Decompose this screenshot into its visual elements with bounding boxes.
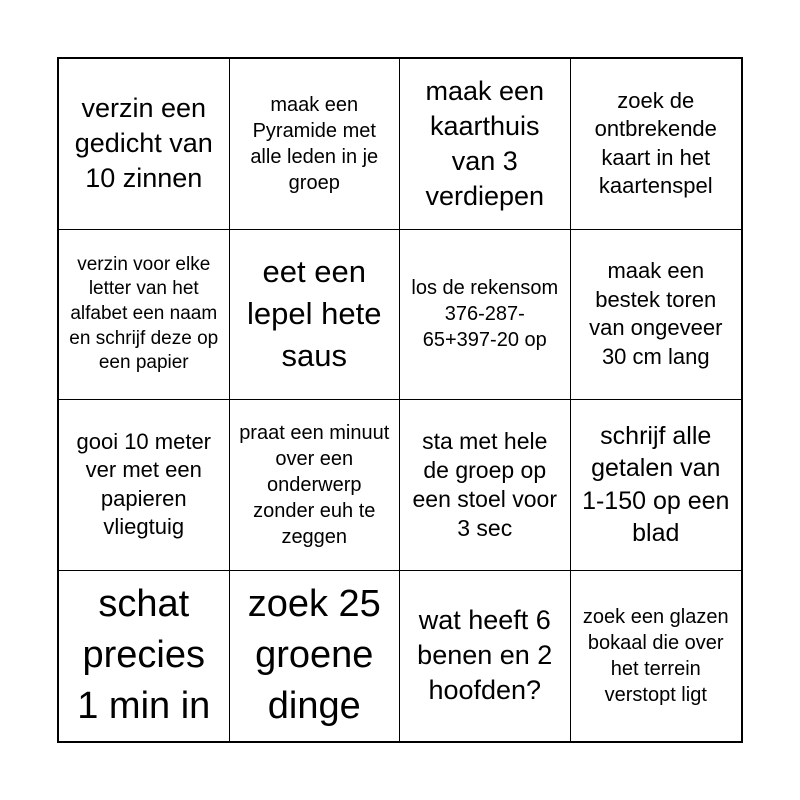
bingo-cell-text: zoek 25 groene dinge: [247, 582, 381, 728]
bingo-cell[interactable]: [400, 230, 571, 401]
bingo-cell[interactable]: [571, 59, 742, 230]
bingo-cell[interactable]: [230, 400, 401, 571]
bingo-cell-text: schrijf alle getalen van 1-150 op een blad: [582, 421, 730, 548]
bingo-cell-text: zoek de ontbrekende kaart in het kaartenspel: [594, 87, 717, 199]
bingo-cell[interactable]: [400, 571, 571, 742]
bingo-cell[interactable]: [400, 59, 571, 230]
bingo-cell[interactable]: [230, 230, 401, 401]
bingo-cell-text: gooi 10 meter ver met een papieren vliegtuig: [76, 428, 212, 540]
bingo-cell-text: los de rekensom 376-287-65+397-20 op: [411, 277, 559, 352]
bingo-cell-text: eet een lepel hete saus: [247, 254, 382, 374]
bingo-cell-text: zoek een glazen bokaal die over het terrein verstopt ligt: [582, 605, 729, 706]
bingo-cell[interactable]: [59, 400, 230, 571]
bingo-cell[interactable]: [59, 59, 230, 230]
bingo-cell[interactable]: [230, 59, 401, 230]
bingo-cell[interactable]: [571, 571, 742, 742]
bingo-cell[interactable]: [230, 571, 401, 742]
bingo-cell-text: sta met hele de groep op een stoel voor 3 sec: [412, 428, 557, 541]
bingo-cell[interactable]: [571, 230, 742, 401]
bingo-cell[interactable]: [59, 571, 230, 742]
bingo-cell-text: schat precies 1 min in: [77, 582, 211, 728]
bingo-cell-text: maak een bestek toren van ongeveer 30 cm lang: [589, 258, 723, 369]
bingo-cell-text: verzin voor elke letter van het alfabet een naam en schrijf deze op een papier: [69, 253, 219, 374]
bingo-card: [57, 57, 743, 743]
bingo-cell[interactable]: [400, 400, 571, 571]
bingo-cell[interactable]: [59, 230, 230, 401]
bingo-cell-text: verzin een gedicht van 10 zinnen: [74, 93, 213, 194]
bingo-cell-text: praat een minuut over een onderwerp zonder euh te zeggen: [239, 421, 390, 548]
bingo-cell-text: maak een Pyramide met alle leden in je groep: [250, 93, 379, 194]
bingo-cell[interactable]: [571, 400, 742, 571]
bingo-cell-text: wat heeft 6 benen en 2 hoofden?: [417, 605, 553, 706]
bingo-cell-text: maak een kaarthuis van 3 verdiepen: [425, 75, 545, 211]
